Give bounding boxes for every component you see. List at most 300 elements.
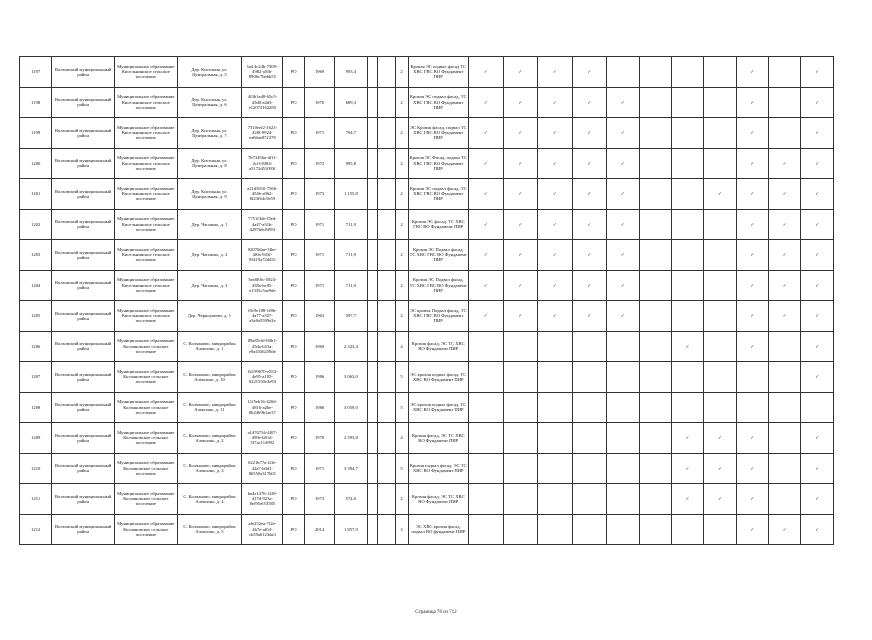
- fias-code-cell: 1b199670-e553-4e95-a105-0221550e3e93: [242, 362, 283, 393]
- empty-check-cell: [736, 362, 768, 393]
- table-row: [20, 301, 834, 332]
- district-cell: Волховский муниципальный район: [52, 484, 115, 515]
- check-mark-icon: ✓: [572, 57, 607, 88]
- blank-cell: [367, 87, 378, 118]
- empty-check-cell: [503, 331, 538, 362]
- check-mark-icon: ✓: [801, 148, 834, 179]
- district-cell: Волховский муниципальный район: [52, 118, 115, 149]
- check-mark-icon: ✓: [671, 423, 703, 454]
- year-cell: 1969: [304, 57, 334, 88]
- empty-check-cell: [639, 87, 671, 118]
- blank-cell: [378, 118, 395, 149]
- empty-check-cell: [503, 362, 538, 393]
- empty-check-cell: [671, 392, 703, 423]
- empty-check-cell: [704, 392, 736, 423]
- ownership-cell: РО: [283, 484, 305, 515]
- check-mark-icon: ✓: [469, 301, 504, 332]
- area-cell: 689,3: [335, 87, 367, 118]
- table-body: [20, 57, 834, 545]
- table-row: [20, 179, 834, 210]
- check-mark-icon: ✓: [801, 270, 834, 301]
- works-cell: Кровля ЭС Подвал фасад, ТС ХВС ГВС ВО Фундамент ПИР: [408, 270, 468, 301]
- check-mark-icon: ✓: [671, 453, 703, 484]
- works-cell: Кровля ЭС Подвал фасад, ТС ХВС ГВС ВО Фундамент ПИР: [408, 240, 468, 271]
- empty-check-cell: [639, 423, 671, 454]
- fias-code-cell: a21d5810-7566-454b-a962-8f23f64c9e59: [242, 179, 283, 210]
- address-cell: Дер. Черноушево, д. 1: [177, 301, 242, 332]
- area-cell: 1 155,8: [335, 179, 367, 210]
- ownership-cell: РО: [283, 118, 305, 149]
- check-mark-icon: ✓: [671, 331, 703, 362]
- check-mark-icon: ✓: [538, 270, 573, 301]
- row-number: 1198: [20, 87, 52, 118]
- floors-cell: 5: [395, 362, 408, 393]
- row-number: 1208: [20, 392, 52, 423]
- row-number: 1201: [20, 179, 52, 210]
- works-cell: Кровля фасад, ЭС ТС ХВС ВО Фундамент ПИР: [408, 484, 468, 515]
- floors-cell: 2: [395, 57, 408, 88]
- empty-check-cell: [704, 331, 736, 362]
- works-cell: Кровля фасад, ЭС ТС ХВС ВО Фундамент ПИР: [408, 331, 468, 362]
- area-cell: 3 063,0: [335, 362, 367, 393]
- empty-check-cell: [639, 484, 671, 515]
- fias-code-cell: 5ea8f0fc-5824-438a-bc05-e1335c5ae9de: [242, 270, 283, 301]
- ownership-cell: РО: [283, 453, 305, 484]
- municipality-cell: Муниципальное образование Кисельнинское сельское поселение: [114, 301, 177, 332]
- empty-check-cell: [671, 148, 703, 179]
- address-cell: С. Колчаново, микрорайон Алексино, д. 11: [177, 392, 242, 423]
- works-cell: Кровля ЭС фасад, ТС ХВС ГВС ВО Фундамент ПИР: [408, 209, 468, 240]
- empty-check-cell: [469, 453, 504, 484]
- year-cell: 1986: [304, 392, 334, 423]
- empty-check-cell: [769, 118, 801, 149]
- area-cell: 597,7: [335, 301, 367, 332]
- floors-cell: 2: [395, 87, 408, 118]
- check-mark-icon: ✓: [801, 423, 834, 454]
- empty-check-cell: [607, 514, 639, 545]
- blank-cell: [378, 362, 395, 393]
- check-mark-icon: ✓: [572, 270, 607, 301]
- check-mark-icon: ✓: [503, 57, 538, 88]
- check-mark-icon: ✓: [704, 484, 736, 515]
- ownership-cell: РО: [283, 392, 305, 423]
- blank-cell: [378, 209, 395, 240]
- blank-cell: [367, 514, 378, 545]
- ownership-cell: РО: [283, 87, 305, 118]
- empty-check-cell: [572, 514, 607, 545]
- ownership-cell: РО: [283, 331, 305, 362]
- row-number: 1210: [20, 453, 52, 484]
- fias-code-cell: 11f5eb1b-420d-4816-a2be-0b2469b1ae37: [242, 392, 283, 423]
- empty-check-cell: [671, 301, 703, 332]
- ownership-cell: РО: [283, 57, 305, 88]
- check-mark-icon: ✓: [704, 423, 736, 454]
- check-mark-icon: ✓: [607, 118, 639, 149]
- empty-check-cell: [801, 392, 834, 423]
- check-mark-icon: ✓: [503, 270, 538, 301]
- empty-check-cell: [704, 87, 736, 118]
- check-mark-icon: ✓: [736, 118, 768, 149]
- empty-check-cell: [639, 514, 671, 545]
- empty-check-cell: [503, 453, 538, 484]
- check-mark-icon: ✓: [538, 148, 573, 179]
- floors-cell: 2: [395, 484, 408, 515]
- register-table: [19, 56, 834, 545]
- works-cell: Кровля подвал фасад, ЭС ТС ХВС ВО Фундамент ПИР: [408, 453, 468, 484]
- blank-cell: [367, 331, 378, 362]
- address-cell: С. Колчаново, микрорайон Алексино, д. 5: [177, 514, 242, 545]
- works-cell: ЭС кровля подвал фасад, ТС ХВС ВО Фундамент ПИР: [408, 392, 468, 423]
- check-mark-icon: ✓: [801, 331, 834, 362]
- check-mark-icon: ✓: [572, 301, 607, 332]
- check-mark-icon: ✓: [469, 179, 504, 210]
- table-row: [20, 331, 834, 362]
- empty-check-cell: [704, 362, 736, 393]
- check-mark-icon: ✓: [769, 148, 801, 179]
- fias-code-cell: 7310eef2-1623-42f8-9924-ea66ae872278: [242, 118, 283, 149]
- check-mark-icon: ✓: [503, 209, 538, 240]
- area-cell: 2 323,4: [335, 331, 367, 362]
- address-cell: С. Колчаново, микрорайон Алексино, д. 2: [177, 423, 242, 454]
- year-cell: 1971: [304, 118, 334, 149]
- check-mark-icon: ✓: [503, 301, 538, 332]
- blank-cell: [378, 423, 395, 454]
- blank-cell: [378, 179, 395, 210]
- blank-cell: [378, 301, 395, 332]
- blank-cell: [378, 87, 395, 118]
- row-number: 1202: [20, 209, 52, 240]
- fias-code-cell: afe252ea-7f2e-4b7e-af04-cb59a6123da3: [242, 514, 283, 545]
- works-cell: Кровля ЭС подвал фасад ТС ХВС ГВС ВО Фундамент ПИР: [408, 57, 468, 88]
- empty-check-cell: [639, 209, 671, 240]
- area-cell: 711,9: [335, 240, 367, 271]
- check-mark-icon: ✓: [736, 148, 768, 179]
- year-cell: 1986: [304, 362, 334, 393]
- empty-check-cell: [538, 453, 573, 484]
- municipality-cell: Муниципальное образование Колчановское сельское поселение: [114, 514, 177, 545]
- empty-check-cell: [769, 87, 801, 118]
- blank-cell: [378, 514, 395, 545]
- empty-check-cell: [538, 392, 573, 423]
- empty-check-cell: [469, 484, 504, 515]
- area-cell: 993,4: [335, 57, 367, 88]
- year-cell: 1963: [304, 301, 334, 332]
- fias-code-cell: a1476734-4f07-499e-b81d-5f7ac11d992: [242, 423, 283, 454]
- empty-check-cell: [671, 270, 703, 301]
- check-mark-icon: ✓: [503, 179, 538, 210]
- check-mark-icon: ✓: [801, 240, 834, 271]
- empty-check-cell: [671, 362, 703, 393]
- check-mark-icon: ✓: [736, 453, 768, 484]
- empty-check-cell: [538, 423, 573, 454]
- year-cell: 1970: [304, 423, 334, 454]
- check-mark-icon: ✓: [801, 209, 834, 240]
- empty-check-cell: [572, 362, 607, 393]
- check-mark-icon: ✓: [607, 209, 639, 240]
- empty-check-cell: [769, 57, 801, 88]
- fias-code-cell: 02070dae-3fbe-4f0a-943f-93419a72dd31: [242, 240, 283, 271]
- empty-check-cell: [704, 514, 736, 545]
- empty-check-cell: [769, 453, 801, 484]
- empty-check-cell: [639, 57, 671, 88]
- fias-code-cell: ba4e1476-12f9-417d-923a-8ef95ef53585: [242, 484, 283, 515]
- ownership-cell: РО: [283, 301, 305, 332]
- table-row: [20, 118, 834, 149]
- fias-code-cell: f0c9e188-1f8b-4a77-a357-a3e8a5599e2e: [242, 301, 283, 332]
- empty-check-cell: [639, 118, 671, 149]
- district-cell: Волховский муниципальный район: [52, 392, 115, 423]
- empty-check-cell: [538, 514, 573, 545]
- empty-check-cell: [469, 392, 504, 423]
- check-mark-icon: ✓: [801, 453, 834, 484]
- empty-check-cell: [704, 209, 736, 240]
- blank-cell: [378, 484, 395, 515]
- district-cell: Волховский муниципальный район: [52, 423, 115, 454]
- municipality-cell: Муниципальное образование Колчановское сельское поселение: [114, 362, 177, 393]
- check-mark-icon: ✓: [801, 179, 834, 210]
- area-cell: 711,9: [335, 209, 367, 240]
- check-mark-icon: ✓: [538, 57, 573, 88]
- table-row: [20, 484, 834, 515]
- area-cell: 2 593,8: [335, 423, 367, 454]
- check-mark-icon: ✓: [736, 57, 768, 88]
- municipality-cell: Муниципальное образование Кисельнинское сельское поселение: [114, 57, 177, 88]
- empty-check-cell: [538, 362, 573, 393]
- address-cell: Дер. Кисельня, ул. Центральная, д. 6: [177, 87, 242, 118]
- area-cell: 3 394,7: [335, 453, 367, 484]
- check-mark-icon: ✓: [769, 514, 801, 545]
- floors-cell: 4: [395, 331, 408, 362]
- check-mark-icon: ✓: [503, 240, 538, 271]
- ownership-cell: РО: [283, 148, 305, 179]
- ownership-cell: РО: [283, 270, 305, 301]
- empty-check-cell: [469, 423, 504, 454]
- blank-cell: [367, 240, 378, 271]
- check-mark-icon: ✓: [572, 179, 607, 210]
- table-row: [20, 453, 834, 484]
- check-mark-icon: ✓: [736, 514, 768, 545]
- check-mark-icon: ✓: [801, 514, 834, 545]
- check-mark-icon: ✓: [736, 179, 768, 210]
- municipality-cell: Муниципальное образование Кисельнинское сельское поселение: [114, 209, 177, 240]
- empty-check-cell: [769, 362, 801, 393]
- empty-check-cell: [538, 331, 573, 362]
- blank-cell: [367, 392, 378, 423]
- row-number: 1211: [20, 484, 52, 515]
- area-cell: 1 857,9: [335, 514, 367, 545]
- year-cell: 1971: [304, 240, 334, 271]
- check-mark-icon: ✓: [736, 423, 768, 454]
- empty-check-cell: [607, 331, 639, 362]
- blank-cell: [378, 57, 395, 88]
- check-mark-icon: ✓: [607, 148, 639, 179]
- check-mark-icon: ✓: [769, 209, 801, 240]
- floors-cell: 5: [395, 392, 408, 423]
- municipality-cell: Муниципальное образование Колчановское сельское поселение: [114, 392, 177, 423]
- check-mark-icon: ✓: [801, 118, 834, 149]
- check-mark-icon: ✓: [572, 148, 607, 179]
- check-mark-icon: ✓: [469, 118, 504, 149]
- check-mark-icon: ✓: [469, 148, 504, 179]
- year-cell: 1973: [304, 179, 334, 210]
- municipality-cell: Муниципальное образование Кисельнинское сельское поселение: [114, 240, 177, 271]
- check-mark-icon: ✓: [736, 301, 768, 332]
- empty-check-cell: [607, 423, 639, 454]
- floors-cell: 2: [395, 240, 408, 271]
- address-cell: Дер. Чаплино, д. 3: [177, 270, 242, 301]
- municipality-cell: Муниципальное образование Колчановское сельское поселение: [114, 423, 177, 454]
- check-mark-icon: ✓: [769, 301, 801, 332]
- blank-cell: [367, 270, 378, 301]
- check-mark-icon: ✓: [736, 270, 768, 301]
- fias-code-cell: 7751f3de-f5ed-4a47-a31b-4297b6c8f95f: [242, 209, 283, 240]
- check-mark-icon: ✓: [469, 270, 504, 301]
- empty-check-cell: [607, 57, 639, 88]
- table-row: [20, 148, 834, 179]
- works-cell: Кровля ЭС подвал фасад, ТС ХВС ГВС ВО Фундамент ПИР: [408, 179, 468, 210]
- empty-check-cell: [572, 453, 607, 484]
- floors-cell: 2: [395, 118, 408, 149]
- municipality-cell: Муниципальное образование Колчановское сельское поселение: [114, 331, 177, 362]
- district-cell: Волховский муниципальный район: [52, 209, 115, 240]
- district-cell: Волховский муниципальный район: [52, 331, 115, 362]
- empty-check-cell: [639, 179, 671, 210]
- fias-code-cell: 89a85c6f-60b1-45da-b53a-e9a4336258de: [242, 331, 283, 362]
- year-cell: 1969: [304, 331, 334, 362]
- row-number: 1200: [20, 148, 52, 179]
- blank-cell: [378, 331, 395, 362]
- check-mark-icon: ✓: [736, 87, 768, 118]
- check-mark-icon: ✓: [801, 57, 834, 88]
- check-mark-icon: ✓: [736, 240, 768, 271]
- row-number: 1199: [20, 118, 52, 149]
- empty-check-cell: [704, 57, 736, 88]
- municipality-cell: Муниципальное образование Кисельнинское сельское поселение: [114, 179, 177, 210]
- row-number: 1209: [20, 423, 52, 454]
- row-number: 1212: [20, 514, 52, 545]
- works-cell: ЭС ХВС кровля фасад, подвал ВО фундамент ПИР: [408, 514, 468, 545]
- floors-cell: 3: [395, 514, 408, 545]
- empty-check-cell: [639, 148, 671, 179]
- table-row: [20, 209, 834, 240]
- check-mark-icon: ✓: [469, 240, 504, 271]
- empty-check-cell: [572, 331, 607, 362]
- table-row: [20, 270, 834, 301]
- floors-cell: 2: [395, 209, 408, 240]
- empty-check-cell: [671, 514, 703, 545]
- empty-check-cell: [469, 362, 504, 393]
- ownership-cell: РО: [283, 209, 305, 240]
- empty-check-cell: [671, 179, 703, 210]
- address-cell: С. Колчаново, микрорайон Алексино, д. 1: [177, 331, 242, 362]
- check-mark-icon: ✓: [572, 240, 607, 271]
- blank-cell: [367, 484, 378, 515]
- ownership-cell: РО: [283, 423, 305, 454]
- municipality-cell: Муниципальное образование Кисельнинское сельское поселение: [114, 148, 177, 179]
- municipality-cell: Муниципальное образование Колчановское сельское поселение: [114, 453, 177, 484]
- blank-cell: [378, 453, 395, 484]
- ownership-cell: РО: [283, 179, 305, 210]
- check-mark-icon: ✓: [607, 270, 639, 301]
- address-cell: Дер. Кисельня, ул. Центральная, д. 7: [177, 118, 242, 149]
- check-mark-icon: ✓: [704, 179, 736, 210]
- empty-check-cell: [503, 423, 538, 454]
- check-mark-icon: ✓: [572, 118, 607, 149]
- ownership-cell: РО: [283, 362, 305, 393]
- check-mark-icon: ✓: [503, 148, 538, 179]
- check-mark-icon: ✓: [538, 209, 573, 240]
- blank-cell: [367, 362, 378, 393]
- empty-check-cell: [607, 453, 639, 484]
- check-mark-icon: ✓: [572, 87, 607, 118]
- check-mark-icon: ✓: [469, 87, 504, 118]
- empty-check-cell: [538, 484, 573, 515]
- address-cell: Дер. Кисельня, ул. Центральная, д. 8: [177, 148, 242, 179]
- check-mark-icon: ✓: [736, 484, 768, 515]
- empty-check-cell: [671, 209, 703, 240]
- empty-check-cell: [671, 118, 703, 149]
- area-cell: 711,9: [335, 270, 367, 301]
- blank-cell: [367, 423, 378, 454]
- blank-cell: [378, 240, 395, 271]
- year-cell: 1973: [304, 484, 334, 515]
- empty-check-cell: [572, 423, 607, 454]
- empty-check-cell: [503, 514, 538, 545]
- check-mark-icon: ✓: [736, 209, 768, 240]
- check-mark-icon: ✓: [801, 362, 834, 393]
- municipality-cell: Муниципальное образование Кисельнинское сельское поселение: [114, 118, 177, 149]
- check-mark-icon: ✓: [503, 118, 538, 149]
- check-mark-icon: ✓: [769, 270, 801, 301]
- municipality-cell: Муниципальное образование Кисельнинское сельское поселение: [114, 87, 177, 118]
- district-cell: Волховский муниципальный район: [52, 57, 115, 88]
- district-cell: Волховский муниципальный район: [52, 179, 115, 210]
- check-mark-icon: ✓: [538, 301, 573, 332]
- empty-check-cell: [671, 87, 703, 118]
- row-number: 1205: [20, 301, 52, 332]
- address-cell: С. Колчаново, микрорайон Алексино, д. 3: [177, 453, 242, 484]
- check-mark-icon: ✓: [607, 301, 639, 332]
- year-cell: 1970: [304, 87, 334, 118]
- blank-cell: [367, 209, 378, 240]
- check-mark-icon: ✓: [469, 57, 504, 88]
- address-cell: С. Колчаново, микрорайон Алексино, д. 10: [177, 362, 242, 393]
- check-mark-icon: ✓: [607, 87, 639, 118]
- district-cell: Волховский муниципальный район: [52, 514, 115, 545]
- ownership-cell: РО: [283, 514, 305, 545]
- district-cell: Волховский муниципальный район: [52, 301, 115, 332]
- district-cell: Волховский муниципальный район: [52, 362, 115, 393]
- row-number: 1197: [20, 57, 52, 88]
- area-cell: 574,0: [335, 484, 367, 515]
- check-mark-icon: ✓: [801, 301, 834, 332]
- area-cell: 3 059,0: [335, 392, 367, 423]
- address-cell: Дер. Чаплино, д. 1: [177, 209, 242, 240]
- empty-check-cell: [769, 484, 801, 515]
- works-cell: ЭС кровля Подвал фасад, ТС ХВС ГВС ВО Фундамент ПИР: [408, 301, 468, 332]
- check-mark-icon: ✓: [538, 87, 573, 118]
- page-footer: Страница 76 из 712: [415, 610, 457, 615]
- address-cell: Дер. Кисельня, ул. Центральная, д. 5: [177, 57, 242, 88]
- district-cell: Волховский муниципальный район: [52, 87, 115, 118]
- empty-check-cell: [671, 240, 703, 271]
- check-mark-icon: ✓: [607, 240, 639, 271]
- empty-check-cell: [639, 301, 671, 332]
- fias-code-cell: 4f3b1ad8-65c5-45d0-a4d3-e12073162285: [242, 87, 283, 118]
- address-cell: С. Колчаново, микрорайон Алексино, д. 4: [177, 484, 242, 515]
- district-cell: Волховский муниципальный район: [52, 148, 115, 179]
- blank-cell: [367, 118, 378, 149]
